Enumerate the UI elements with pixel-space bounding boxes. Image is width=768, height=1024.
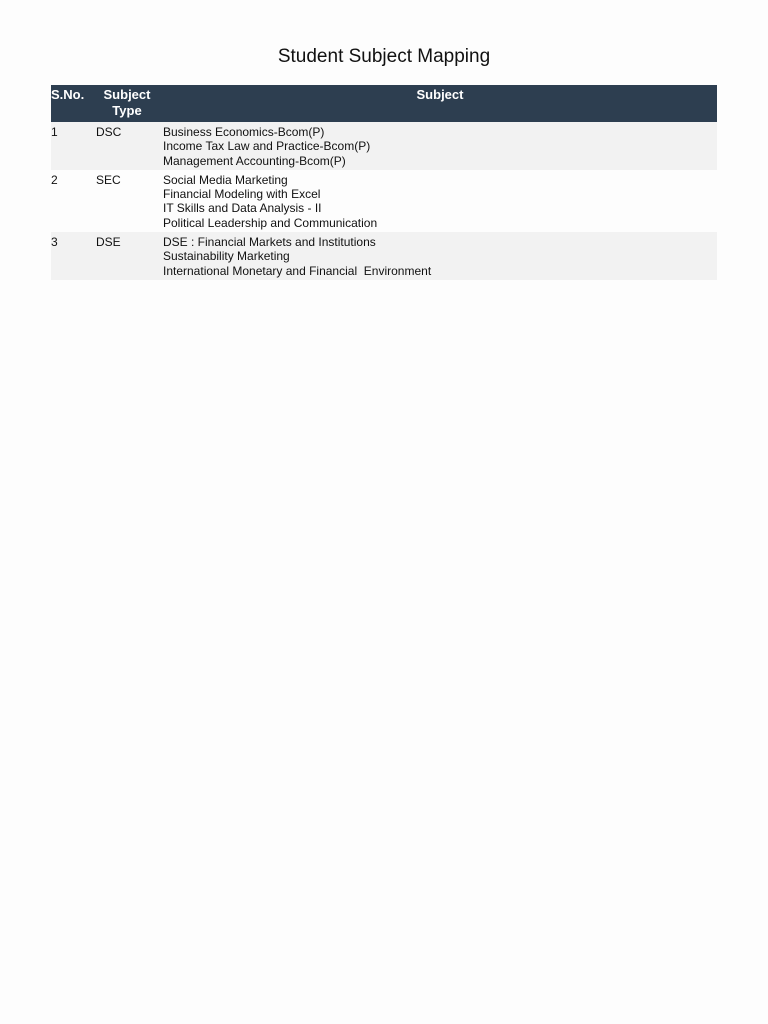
header-subject-type-line2: Type (112, 102, 142, 118)
table-row (51, 170, 717, 232)
subject-item: Financial Modeling with Excel (163, 187, 321, 202)
subject-item: Social Media Marketing (163, 172, 288, 187)
subject-item: Business Economics-Bcom(P) (163, 125, 325, 139)
header-subject-type-line1: Subject (103, 87, 151, 102)
subject-item: Management Accounting-Bcom(P) (163, 153, 346, 168)
header-row (51, 85, 717, 122)
row-sno: 1 (51, 125, 58, 139)
header-subject-type (91, 85, 163, 122)
row-subject-type: DSC (96, 125, 122, 139)
table-body (51, 122, 717, 280)
row-sno: 2 (51, 172, 58, 187)
row-subjects (163, 122, 717, 170)
subject-item: International Monetary and Financial Environment (163, 263, 432, 278)
table-row (51, 232, 717, 280)
subject-mapping-table (51, 85, 717, 280)
header-subject: Subject (416, 87, 464, 102)
subject-item: Sustainability Marketing (163, 249, 290, 264)
header-sno: S.No. (51, 87, 85, 102)
row-subjects (163, 232, 717, 280)
table-row (51, 122, 717, 170)
subject-item: IT Skills and Data Analysis - II (163, 201, 322, 216)
row-subject-type: SEC (96, 172, 121, 187)
table-header (51, 85, 717, 122)
row-sno: 3 (51, 235, 58, 250)
subject-item: Income Tax Law and Practice-Bcom(P) (163, 139, 371, 154)
row-subjects (163, 170, 717, 232)
row-subject-type: DSE (96, 235, 121, 250)
subject-item: DSE : Financial Markets and Institutions (163, 235, 376, 250)
subject-item: Political Leadership and Communication (163, 215, 378, 230)
page-title: Student Subject Mapping (277, 46, 491, 67)
